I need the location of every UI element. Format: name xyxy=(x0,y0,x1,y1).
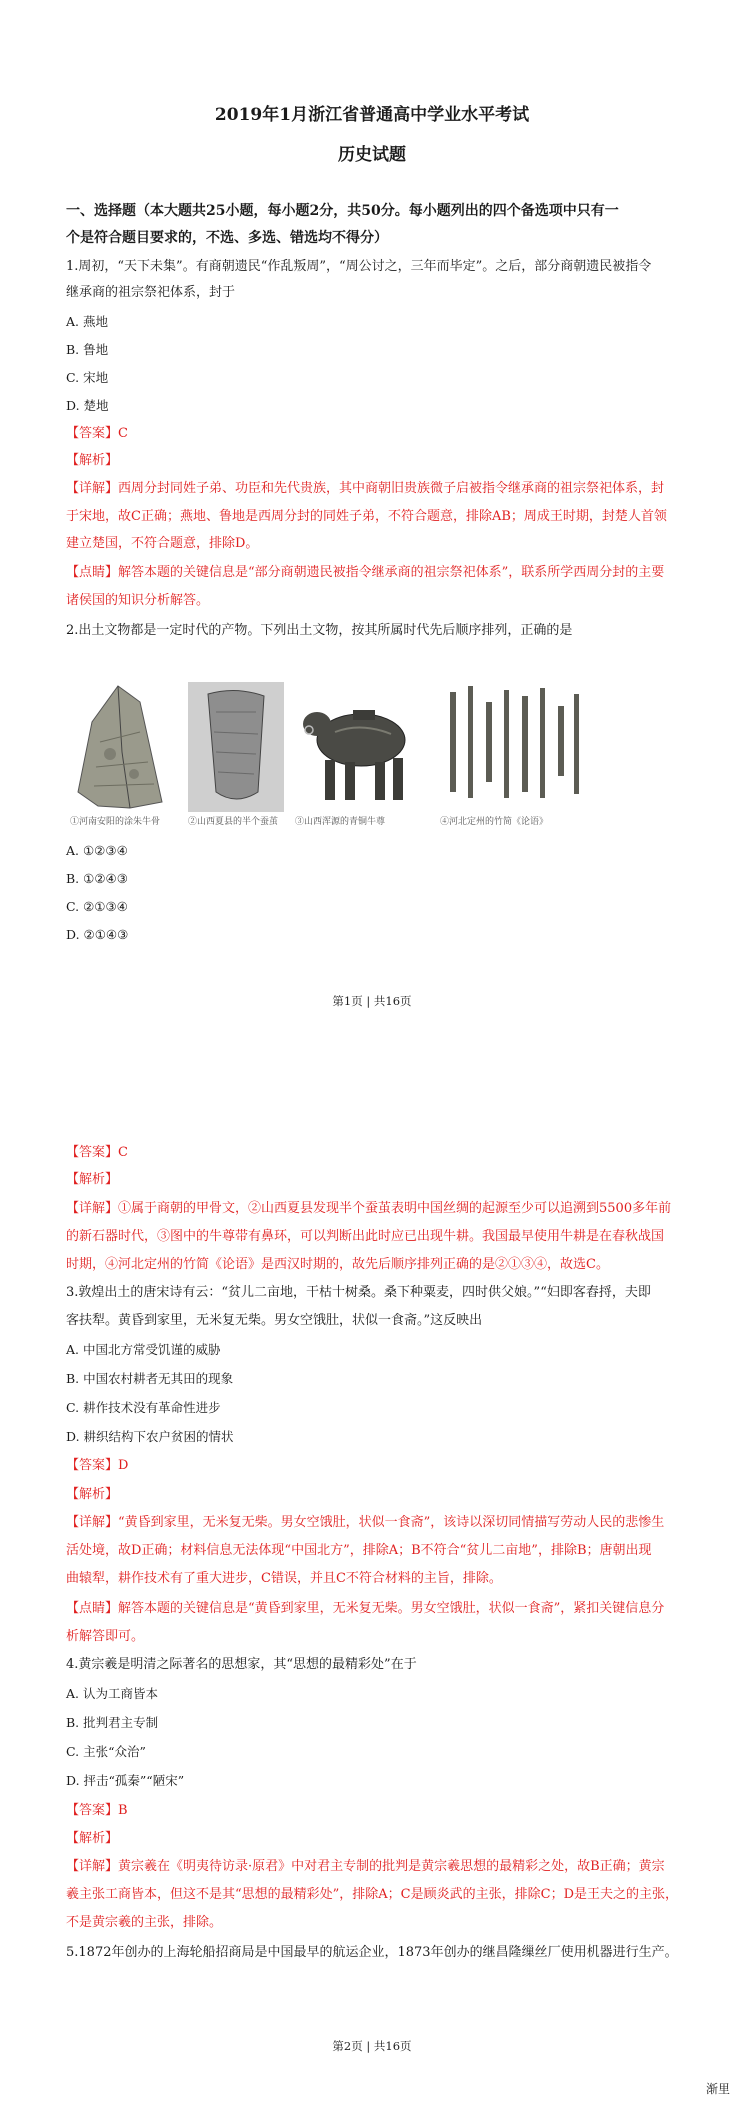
q1-detail-3: 建立楚国，不符合题意，排除D。 xyxy=(66,536,259,551)
q4-option-a: A. 认为工商皆本 xyxy=(66,1686,158,1701)
page-footer-2: 第2页 | 共16页 xyxy=(332,2039,412,2053)
q2-analysis-label: 【解析】 xyxy=(66,1172,119,1187)
bamboo-slips-image xyxy=(440,682,590,812)
q3-answer: 【答案】D xyxy=(66,1458,129,1473)
q3-option-b: B. 中国农村耕者无其田的现象 xyxy=(66,1371,234,1386)
q4-answer: 【答案】B xyxy=(66,1803,128,1818)
q3-option-d: D. 耕织结构下农户贫困的情状 xyxy=(66,1429,234,1444)
q3-option-a: A. 中国北方常受饥谨的威胁 xyxy=(66,1342,221,1357)
q4-detail-3: 不是黄宗羲的主张，排除。 xyxy=(66,1915,223,1930)
q2-option-a: A. ①②③④ xyxy=(66,843,128,858)
q1-analysis-label: 【解析】 xyxy=(66,453,119,468)
q4-detail-1: 【详解】黄宗羲在《明夷待访录·原君》中对君主专制的批判是黄宗羲思想的最精彩之处，故B正确；黄宗 xyxy=(66,1859,665,1874)
q3-detail-2: 活处境，故D正确；材料信息无法体现“中国北方”，排除A；B不符合“贫儿二亩地”，排除B；唐朝出现 xyxy=(66,1543,652,1558)
q1-detail-1: 【详解】西周分封同姓子弟、功臣和先代贵族，其中商朝旧贵族微子启被指令继承商的祖宗祭祀体系，封 xyxy=(66,481,665,496)
q4-option-b: B. 批判君主专制 xyxy=(66,1715,159,1730)
q2-option-c: C. ②①③④ xyxy=(66,899,128,914)
oracle-bone-image xyxy=(70,682,170,812)
q1-option-a: A. 燕地 xyxy=(66,314,108,329)
section-heading-2: 个是符合题目要求的，不选、多选、错选均不得分） xyxy=(66,230,388,246)
q4-option-d: D. 抨击“孤秦”“陋宋” xyxy=(66,1773,185,1788)
q4-option-c: C. 主张“众治” xyxy=(66,1744,146,1759)
q3-point-2: 析解答即可。 xyxy=(66,1629,145,1644)
figure-caption-2: ②山西夏县的半个蚕茧 xyxy=(188,817,279,827)
section-heading-1: 一、选择题（本大题共25小题，每小题2分，共50分。每小题列出的四个备选项中只有一 xyxy=(66,203,619,219)
q3-detail-1: 【详解】“黄昏到家里，无米复无柴。男女空饿肚，状似一食斋”，该诗以深切同情描写劳动人民的悲惨生 xyxy=(66,1515,665,1530)
q3-detail-3: 曲辕犁，耕作技术有了重大进步，C错误，并且C不符合材料的主旨，排除。 xyxy=(66,1571,502,1586)
q2-answer: 【答案】C xyxy=(66,1145,128,1160)
q5-stem: 5.1872年创办的上海轮船招商局是中国最早的航运企业，1873年创办的继昌隆缫丝厂使用机器进行生产。 xyxy=(66,1945,678,1960)
q3-stem-1: 3.敦煌出土的唐宋诗有云：“贫儿二亩地，干枯十树桑。桑下种粟麦，四时供父娘。”“妇即客舂捋，夫即 xyxy=(66,1285,651,1300)
q3-stem-2: 客扶犁。黄昏到家里，无米复无柴。男女空饿肚，状似一食斋。”这反映出 xyxy=(66,1313,483,1328)
q1-stem-1: 1.周初，“天下未集”。有商朝遗民“作乱叛周”，“周公讨之，三年而毕定”。之后，部分商朝遗民被指令 xyxy=(66,259,652,274)
q1-detail-2: 于宋地，故C正确；燕地、鲁地是西周分封的同姓子弟，不符合题意，排除AB；周成王时期，封楚人首领 xyxy=(66,509,667,524)
q4-analysis-label: 【解析】 xyxy=(66,1831,119,1846)
q2-detail-2: 的新石器时代，③图中的牛尊带有鼻环，可以判断出此时应已出现牛耕。我国最早使用牛耕是在春秋战国 xyxy=(66,1229,665,1244)
figure-caption-4: ④河北定州的竹简《论语》 xyxy=(440,817,549,827)
figure-caption-1: ①河南安阳的涂朱牛骨 xyxy=(70,817,161,827)
corner-mark: 渐里 xyxy=(705,2082,730,2096)
q1-point-1: 【点睛】解答本题的关键信息是“部分商朝遗民被指令继承商的祖宗祭祀体系”，联系所学西周分封的主要 xyxy=(66,565,665,580)
q4-detail-2: 羲主张工商皆本，但这不是其“思想的最精彩处”，排除A；C是顾炎武的主张，排除C；D是王夫之的主张， xyxy=(66,1887,678,1902)
q2-option-d: D. ②①④③ xyxy=(66,927,129,942)
figure-caption-3: ③山西浑源的青铜牛尊 xyxy=(295,817,386,827)
q2-option-b: B. ①②④③ xyxy=(66,871,128,886)
q2-detail-3: 时期，④河北定州的竹简《论语》是西汉时期的，故先后顺序排列正确的是②①③④，故选C。 xyxy=(66,1257,609,1272)
page-2 xyxy=(0,1070,744,2104)
silkworm-cocoon-image xyxy=(188,682,284,812)
q1-answer: 【答案】C xyxy=(66,426,128,441)
q2-artifact-figures xyxy=(70,682,600,827)
q4-stem: 4.黄宗羲是明清之际著名的思想家，其“思想的最精彩处”在于 xyxy=(66,1657,417,1672)
page-footer-1: 第1页 | 共16页 xyxy=(332,994,412,1008)
q3-point-1: 【点睛】解答本题的关键信息是“黄昏到家里，无米复无柴。男女空饿肚，状似一食斋”，紧扣关键信息分 xyxy=(66,1601,665,1616)
q3-analysis-label: 【解析】 xyxy=(66,1487,119,1502)
exam-title: 2019年1月浙江省普通高中学业水平考试 xyxy=(214,105,530,125)
exam-subtitle: 历史试题 xyxy=(338,145,406,165)
bronze-ox-zun-image xyxy=(295,682,423,812)
q3-option-c: C. 耕作技术没有革命性进步 xyxy=(66,1400,221,1415)
q1-option-b: B. 鲁地 xyxy=(66,342,109,357)
q2-detail-1: 【详解】①属于商朝的甲骨文，②山西夏县发现半个蚕茧表明中国丝绸的起源至少可以追溯到5500多年前 xyxy=(66,1201,672,1216)
q1-option-c: C. 宋地 xyxy=(66,370,109,385)
q1-stem-2: 继承商的祖宗祭祀体系，封于 xyxy=(66,285,236,300)
q2-stem: 2.出土文物都是一定时代的产物。下列出土文物，按其所属时代先后顺序排列，正确的是 xyxy=(66,623,573,638)
q1-point-2: 诸侯国的知识分析解答。 xyxy=(66,593,210,608)
q1-option-d: D. 楚地 xyxy=(66,398,109,413)
